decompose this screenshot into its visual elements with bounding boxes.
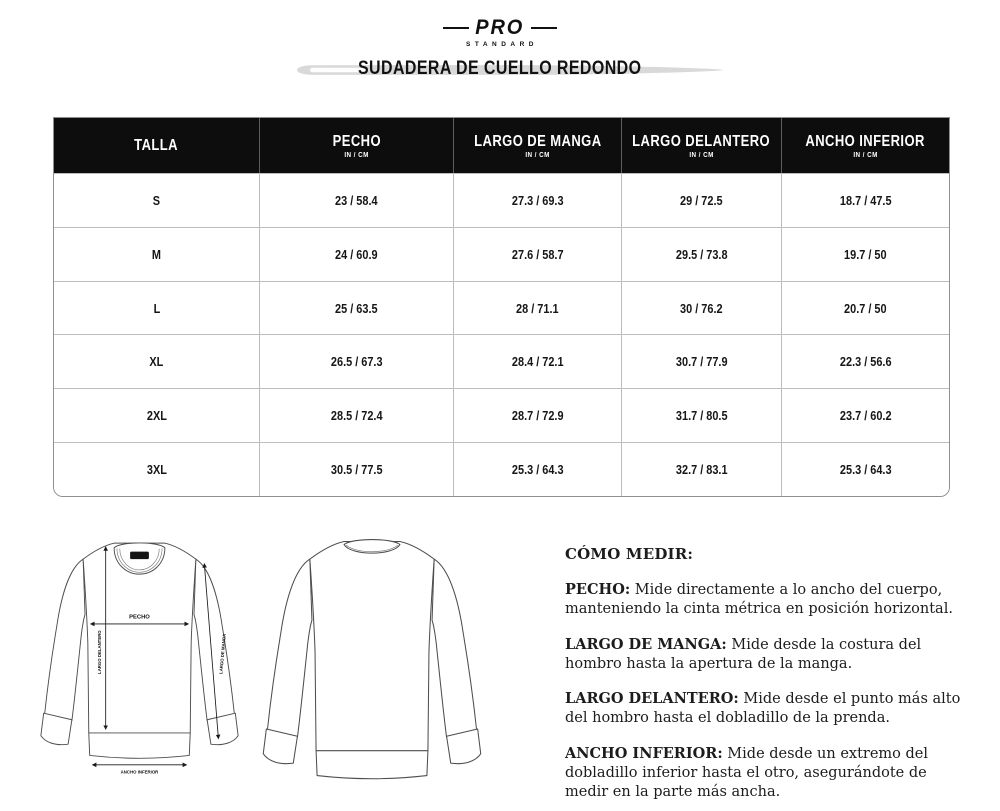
value-cell: 25.3 / 64.3	[453, 442, 621, 496]
sweatshirt-back-diagram	[258, 527, 486, 788]
value-cell: 27.3 / 69.3	[453, 173, 621, 227]
measure-item-ancho-inferior: ANCHO INFERIOR: Mide desde un extremo del dobladillo inferior hasta el otro, asegurándote de medir en la parte más ancha.	[565, 744, 929, 801]
measure-item-largo-delantero: LARGO DELANTERO: Mide desde el punto más alto del hombro hasta el dobladillo de la prenda.	[565, 690, 961, 727]
value-cell: 25.3 / 64.3	[781, 442, 949, 496]
pecho-measure-label: PECHO	[129, 614, 150, 621]
size-cell: M	[54, 227, 259, 281]
brand-logo	[0, 16, 1000, 48]
logo-dash-icon	[443, 27, 469, 29]
largo-de-manga-measure-label: LARGO DE MANGA	[218, 633, 227, 675]
value-cell: 20.7 / 50	[781, 281, 949, 335]
value-cell: 26.5 / 67.3	[259, 334, 453, 388]
page-title: SUDADERA DE CUELLO REDONDO	[358, 58, 642, 79]
size-cell: L	[54, 281, 259, 335]
sweatshirt-front-diagram	[36, 530, 243, 778]
neck-tag	[130, 552, 149, 560]
column-header-talla: TALLA	[54, 118, 259, 173]
unit-label: IN / CM	[525, 151, 551, 159]
column-header-ancho-inferior: ANCHO INFERIOR IN / CM	[781, 118, 949, 173]
value-cell: 32.7 / 83.1	[621, 442, 780, 496]
value-cell: 22.3 / 56.6	[781, 334, 949, 388]
column-header-largo-delantero: LARGO DELANTERO IN / CM	[621, 118, 780, 173]
value-cell: 28.5 / 72.4	[259, 388, 453, 442]
brand-subname: STANDARD	[466, 41, 538, 48]
value-cell: 29 / 72.5	[621, 173, 780, 227]
value-cell: 30.7 / 77.9	[621, 334, 780, 388]
unit-label: IN / CM	[689, 151, 714, 159]
size-cell: XL	[54, 334, 259, 388]
column-header-pecho: PECHO IN / CM	[259, 118, 453, 173]
value-cell: 30 / 76.2	[621, 281, 780, 335]
size-chart-table	[53, 117, 950, 497]
ancho-inferior-measure-label: ANCHO INFERIOR	[120, 769, 159, 775]
measure-item-pecho: PECHO: Mide directamente a lo ancho del cuerpo, manteniendo la cinta métrica en posición horizontal.	[565, 581, 953, 618]
value-cell: 29.5 / 73.8	[621, 227, 780, 281]
size-cell: 2XL	[54, 388, 259, 442]
logo-dash-icon	[531, 27, 557, 29]
largo-delantero-measure-label: LARGO DELANTERO	[96, 630, 102, 674]
size-cell: S	[54, 173, 259, 227]
column-header-largo-de-manga: LARGO DE MANGA IN / CM	[453, 118, 621, 173]
value-cell: 28 / 71.1	[453, 281, 621, 335]
measure-item-largo-de-manga: LARGO DE MANGA: Mide desde la costura del hombro hasta la apertura de la manga.	[565, 635, 922, 672]
value-cell: 18.7 / 47.5	[781, 173, 949, 227]
how-to-measure-heading: CÓMO MEDIR:	[565, 545, 694, 563]
value-cell: 25 / 63.5	[259, 281, 453, 335]
value-cell: 28.7 / 72.9	[453, 388, 621, 442]
value-cell: 19.7 / 50	[781, 227, 949, 281]
value-cell: 24 / 60.9	[259, 227, 453, 281]
brand-name: PRO	[475, 16, 525, 39]
value-cell: 23.7 / 60.2	[781, 388, 949, 442]
value-cell: 30.5 / 77.5	[259, 442, 453, 496]
value-cell: 27.6 / 58.7	[453, 227, 621, 281]
how-to-measure-section	[565, 545, 969, 811]
unit-label: IN / CM	[344, 151, 369, 159]
value-cell: 23 / 58.4	[259, 173, 453, 227]
brand-logo-row	[443, 16, 557, 40]
value-cell: 28.4 / 72.1	[453, 334, 621, 388]
value-cell: 31.7 / 80.5	[621, 388, 780, 442]
title-band	[0, 58, 1000, 82]
unit-label: IN / CM	[853, 151, 878, 159]
size-cell: 3XL	[54, 442, 259, 496]
